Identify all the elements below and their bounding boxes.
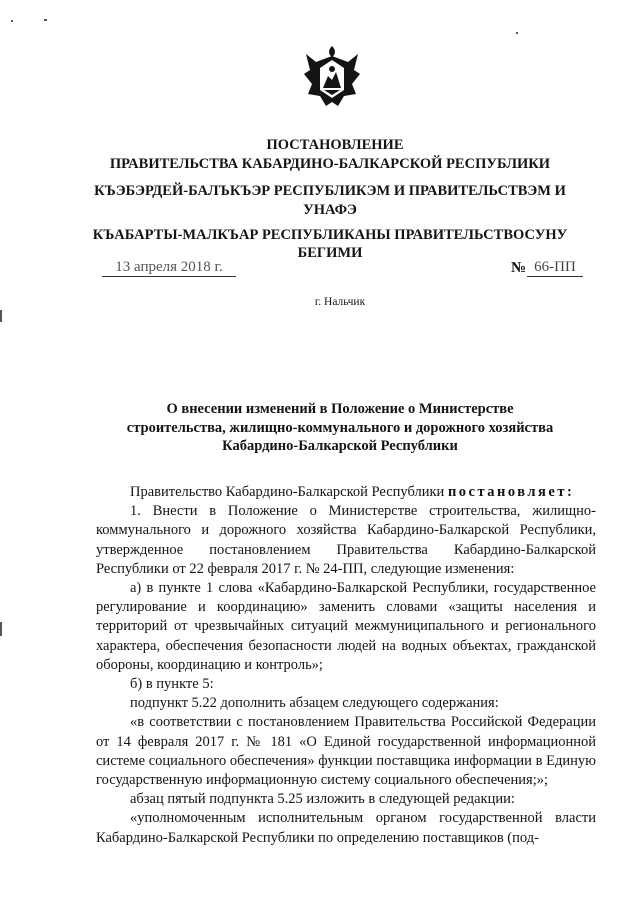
document-number: 66-ПП [527, 258, 583, 277]
paragraph: «в соответствии с постановлением Правительства Российской Федерации от 14 февраля 2017 г. № 181 «О Единой государственной информационной системе социального обеспечения» функции поставщика информации в Единую государственную информационную систему социального обеспечения;»; [96, 714, 596, 789]
balkar-title-line1: КЪАБАРТЫ-МАЛКЪАР РЕСПУБЛИКАНЫ ПРАВИТЕЛЬСТВОСУНУ [92, 227, 568, 243]
title-line: О внесении изменений в Положение о Министерстве [166, 401, 514, 417]
government-name: ПРАВИТЕЛЬСТВА КАБАРДИНО-БАЛКАРСКОЙ РЕСПУБЛИКИ [109, 156, 551, 172]
paragraph: абзац пятый подпункта 5.25 изложить в следующей редакции: [130, 791, 515, 808]
document-date: 13 апреля 2018 г. [102, 258, 236, 277]
paragraph: 1. Внести в Положение о Министерстве строительства, жилищно-коммунального и дорожного хозяйства Кабардино-Балкарской Республики, утвержденное постановлением Правительства Кабардино-Балкарской Республики от 22 февраля 2017 г. № 24-ПП, следующие изменения: [96, 503, 596, 577]
paragraph: подпункт 5.22 дополнить абзацем следующего содержания: [130, 695, 499, 712]
city: г. Нальчик [314, 296, 366, 308]
scan-mark [0, 622, 2, 636]
number-label: № [511, 260, 527, 276]
scan-mark [0, 310, 2, 322]
paragraph: а) в пункте 1 слова «Кабардино-Балкарской Республики, государственное регулирование и координацию» заменить словами «защиты населения и территорий от чрезвычайных ситуаций межмуниципального и регионального характера, обеспечения безопасности людей на водных объектах, гражданской обороны, координацию и контроль»; [96, 580, 596, 673]
balkar-title-line2: БЕГИМИ [297, 245, 363, 261]
doc-type: ПОСТАНОВЛЕНИЕ [266, 137, 404, 153]
title-line: строительства, жилищно-коммунального и дорожного хозяйства [126, 419, 554, 436]
scan-mark [44, 19, 47, 21]
coat-of-arms-icon [302, 44, 362, 112]
document-body [96, 483, 596, 848]
preamble [96, 483, 596, 502]
preamble-verb: постановляет: [447, 484, 575, 500]
title-line: Кабардино-Балкарской Республики [222, 438, 458, 454]
scan-mark [11, 20, 13, 22]
preamble-text: Правительство Кабардино-Балкарской Республики [130, 484, 445, 500]
kabardian-title-line1: КЪЭБЭРДЕЙ-БАЛЪКЪЭР РЕСПУБЛИКЭМ И ПРАВИТЕЛЬСТВЭМ И [94, 183, 566, 199]
paragraph: «уполномоченным исполнительным органом государственной власти Кабардино-Балкарской Республики по определению поставщиков (под- [96, 810, 596, 846]
document-title [90, 400, 590, 456]
scan-mark [516, 32, 518, 34]
kabardian-title-line2: УНАФЭ [303, 202, 357, 218]
paragraph: б) в пункте 5: [130, 676, 214, 693]
